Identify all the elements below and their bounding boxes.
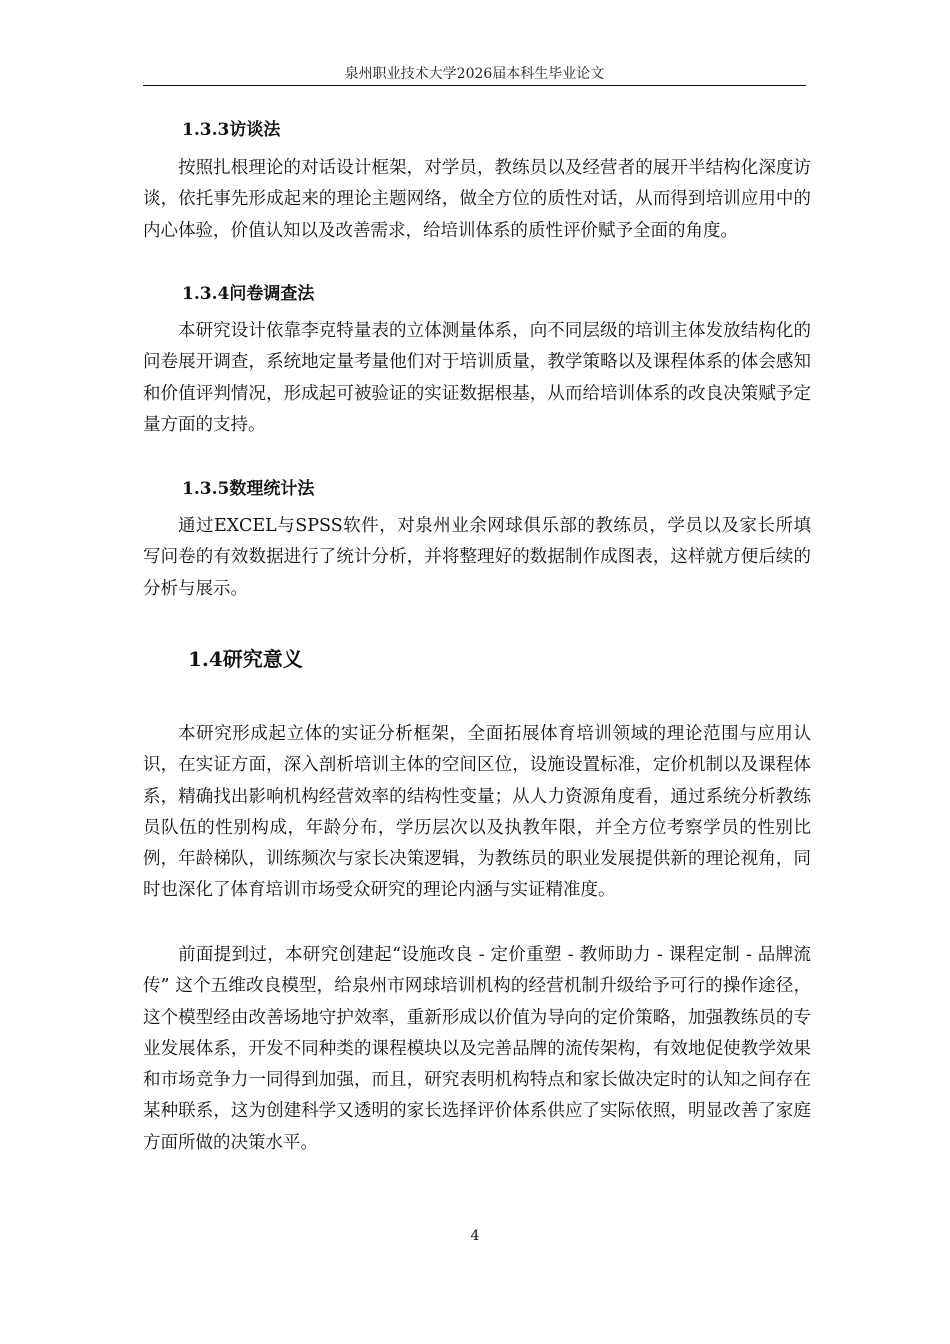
paragraph-1-4-second: 前面提到过，本研究创建起“设施改良 - 定价重塑 - 教师助力 - 课程定制 - 品牌流传” 这个五维改良模型，给泉州市网球培训机构的经营机制升级给予可行的操作途径，这个模型经由改善场地守护效率，重新形成以价值为导向的定价策略，加强教练员的专业发展体系，开发不同种类的课程模块以及完善品牌的流传架构，有效地促使教学效果和市场竞争力一同得到加强，而且，研究表明机构特点和家长做决定时的认知之间存在某种联系，这为创建科学又透明的家长选择评价体系供应了实际依照，明显改善了家庭方面所做的决策水平。 <box>143 945 811 1153</box>
paragraph-1-3-4: 本研究设计依靠李克特量表的立体测量体系，向不同层级的培训主体发放结构化的问卷展开调查，系统地定量考量他们对于培训质量，教学策略以及课程体系的体会感知和价值评判情况，形成起可被验证的实证数据根基，从而给培训体系的改良决策赋予定量方面的支持。 <box>143 321 811 435</box>
paragraph-1-3-3: 按照扎根理论的对话设计框架，对学员，教练员以及经营者的展开半结构化深度访谈，依托事先形成起来的理论主题网络，做全方位的质性对话，从而得到培训应用中的内心体验，价值认知以及改善需求，给培训体系的质性评价赋予全面的角度。 <box>143 158 811 241</box>
heading-1-3-3: 1.3.3访谈法 <box>182 120 281 140</box>
heading-1-3-4: 1.3.4问卷调查法 <box>182 284 315 304</box>
paragraph-1-3-5: 通过EXCEL与SPSS软件，对泉州业余网球俱乐部的教练员，学员以及家长所填写问卷的有效数据进行了统计分析，并将整理好的数据制作成图表，这样就方便后续的分析与展示。 <box>143 516 811 599</box>
heading-1-3-5: 1.3.5数理统计法 <box>182 479 315 499</box>
page-number: 4 <box>470 1228 480 1244</box>
heading-1-4: 1.4研究意义 <box>188 647 303 671</box>
header-rule <box>143 85 806 86</box>
running-header: 泉州职业技术大学2026届本科生毕业论文 <box>344 66 605 82</box>
paragraph-1-4-first: 本研究形成起立体的实证分析框架，全面拓展体育培训领域的理论范围与应用认识，在实证方面，深入剖析培训主体的空间区位，设施设置标准，定价机制以及课程体系，精确找出影响机构经营效率的结构性变量；从人力资源角度看，通过系统分析教练员队伍的性别构成，年龄分布，学历层次以及执教年限，并全方位考察学员的性别比例，年龄梯队，训练频次与家长决策逻辑，为教练员的职业发展提供新的理论视角，同时也深化了体育培训市场受众研究的理论内涵与实证精准度。 <box>143 724 811 901</box>
